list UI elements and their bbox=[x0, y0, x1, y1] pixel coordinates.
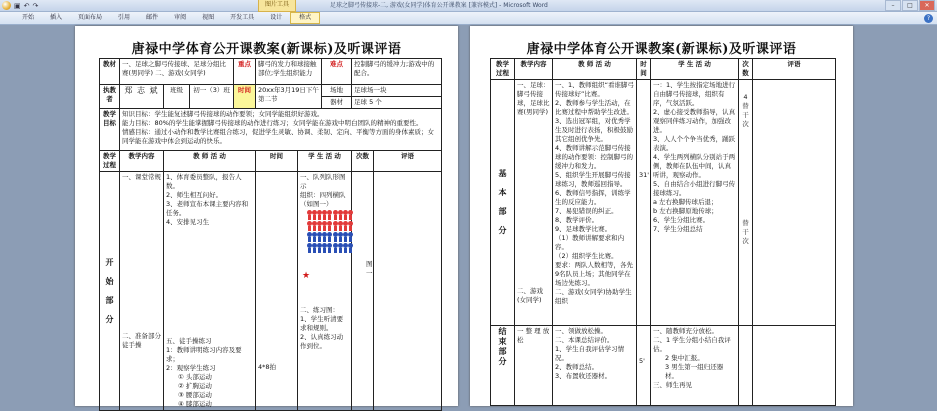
student-activity-cell: 一、队列队形图示 组织：四列横队（如图一） 图一 ★ 二、练习图： 1、学生听清要求和规则。 2、认真练习动作到位。 bbox=[298, 172, 352, 411]
picture-tools-context-tab[interactable]: 图片工具 bbox=[258, 0, 296, 12]
minimize-button[interactable]: – bbox=[885, 0, 901, 11]
window-title: 足球之脚弓传接球-二, 游戏(女同学)体育公开课教案 [兼容模式] - Microsoft Word bbox=[330, 2, 548, 9]
count-basic-cell: 4 替 干 次 替 干 次 bbox=[739, 80, 753, 326]
content-end-cell: 一 整 理 放 松 bbox=[515, 326, 553, 406]
office-button-icon[interactable] bbox=[2, 1, 11, 10]
col-teacher: 教 师 活 动 bbox=[553, 59, 637, 80]
diff-value: 控制脚弓的缓冲力;游戏中的配合。 bbox=[352, 59, 442, 85]
comment-basic-cell[interactable] bbox=[753, 80, 836, 326]
teacher-label: 执教者 bbox=[100, 85, 120, 109]
help-icon[interactable]: ? bbox=[924, 14, 933, 23]
teach-value: 一、足球之脚弓传接球、足球分组比赛(男同学) 二、游戏(女同学) bbox=[120, 59, 234, 85]
content-cell: 一、课堂常规 二、准备部分 徒手操 bbox=[120, 172, 164, 411]
col-count: 次数 bbox=[739, 59, 753, 80]
student-end-cell: 一、随教师充分放松。 二、1 学生分组小结自我评估。 2 集中汇报。 3 男生第一组归还器材。 三、师生再见 bbox=[651, 326, 739, 406]
col-content: 教学内容 bbox=[515, 59, 553, 80]
tab-developer[interactable]: 开发工具 bbox=[230, 14, 255, 21]
formation-row-blue bbox=[306, 243, 349, 253]
col-comment: 评语 bbox=[374, 151, 442, 172]
tab-mailings[interactable]: 邮件 bbox=[146, 14, 159, 21]
undo-button[interactable]: ↶ bbox=[23, 1, 30, 10]
col-teacher: 教 师 活 动 bbox=[164, 151, 256, 172]
time-end-cell: 5' bbox=[637, 326, 651, 406]
teacher-activity-cell: 1、体育委员整队，报告人数。 2、师生相互问好。 3、老师宣布本课主要内容和任务。 4、安排见习生 五、徒手操练习 1：教师讲明练习内容及要求； 2：观察学生练习 ① 头部运动 ② 扩胸运动 ③ 腰部运动 ④ 膝部运动 bbox=[164, 172, 256, 411]
venue-label: 场地 bbox=[322, 85, 352, 97]
document-page-right[interactable] bbox=[470, 26, 853, 406]
teacher-star-icon: ★ bbox=[302, 271, 311, 281]
section-label: 开 始 部 分 bbox=[100, 172, 120, 411]
teacher-end-cell: 一、领做放松操。 二、本课总结评价。 1、学生自我评估学习情况。 2、教师总结。 3、布置收还器材。 bbox=[553, 326, 637, 406]
time-cell: 4*8拍 bbox=[256, 172, 298, 411]
page-title: 唐禄中学体育公开课教案(新课标)及听课评语 bbox=[131, 42, 402, 57]
document-page-left[interactable] bbox=[75, 26, 458, 406]
quick-access-toolbar bbox=[2, 0, 38, 11]
section-end-label: 结 束 部 分 bbox=[491, 326, 515, 406]
close-button[interactable]: ✕ bbox=[919, 0, 935, 11]
class-label: 班级 bbox=[164, 85, 190, 109]
formation-row-blue bbox=[306, 232, 349, 242]
col-time: 时间 bbox=[637, 59, 651, 80]
page-gap bbox=[459, 26, 469, 406]
count-end-cell bbox=[739, 326, 753, 406]
tab-home[interactable]: 开始 bbox=[22, 14, 35, 21]
formation-row-red bbox=[306, 210, 349, 220]
goals-label: 教学目标 bbox=[100, 109, 120, 151]
section-basic-label: 基 本 部 分 bbox=[491, 80, 515, 326]
maximize-button[interactable]: □ bbox=[902, 0, 918, 11]
tab-review[interactable]: 审阅 bbox=[174, 14, 187, 21]
col-process: 教学过程 bbox=[100, 151, 120, 172]
save-icon[interactable]: ▣ bbox=[14, 1, 21, 10]
tab-insert[interactable]: 插入 bbox=[50, 14, 63, 21]
col-count: 次数 bbox=[352, 151, 374, 172]
time-value: 20xx年3月19日下午第二节 bbox=[256, 85, 322, 109]
col-student: 学 生 活 动 bbox=[651, 59, 739, 80]
teach-label: 教材 bbox=[100, 59, 120, 85]
time-basic-cell: 31' bbox=[637, 80, 651, 326]
goal-emotion: 情感目标：通过小动作和教学比赛组合练习，促进学生灵敏、协调、柔韧、定向、平衡等方面的身体素质；女同学能在游戏中体会到运动的快乐。 bbox=[122, 128, 434, 145]
goals-text bbox=[120, 109, 442, 151]
col-process: 教学过程 bbox=[491, 59, 515, 80]
venue-value: 足球场一块 bbox=[352, 85, 442, 97]
figure-label: 图一 bbox=[366, 260, 373, 277]
col-student: 学 生 活 动 bbox=[298, 151, 352, 172]
teacher-name: 郑 志 斌 bbox=[120, 85, 164, 109]
ribbon-tab-bar bbox=[0, 12, 937, 25]
content-basic-cell: 一、足球：脚弓传接球，足球比赛(男同学) 二、游戏(女同学) bbox=[515, 80, 553, 326]
key-label: 重点 bbox=[234, 59, 256, 85]
formation-row-red bbox=[306, 221, 349, 231]
comment-end-cell[interactable] bbox=[753, 326, 836, 406]
col-content: 教学内容 bbox=[120, 151, 164, 172]
tab-view[interactable]: 视图 bbox=[202, 14, 215, 21]
lesson-plan-table-continued bbox=[490, 58, 836, 406]
goal-knowledge: 知识目标：学生能复述脚弓传接球的动作要领；女同学能组织好游戏。 bbox=[122, 110, 324, 118]
goal-ability: 能力目标：80%的学生能掌握脚弓传接球的动作进行练习；女同学能在游戏中明白团队的精神的重要性。 bbox=[122, 119, 423, 127]
comment-cell[interactable] bbox=[374, 172, 442, 411]
redo-button[interactable]: ↷ bbox=[32, 1, 39, 10]
tab-format[interactable]: 格式 bbox=[290, 12, 320, 24]
lesson-plan-table bbox=[99, 58, 442, 411]
diff-label: 难点 bbox=[322, 59, 352, 85]
time-label: 时间 bbox=[234, 85, 256, 109]
tab-references[interactable]: 引用 bbox=[118, 14, 131, 21]
col-time: 时间 bbox=[256, 151, 298, 172]
student-basic-cell: 一：1、学生按指定场地进行自由脚弓传接球，组织有序，气氛活跃。 2、虚心接受教师指导，认真观察同伴练习动作，加强改进。 3、人人个个争当优秀，踊跃表演。 4、学生两列横队分别站于两侧，教师在队伍中间，认真听讲，观察动作。 5、自由结合小组进行脚弓传接球练习。 a 左右换脚传球后退； b 左右换脚原地传球； 6、学生分组比赛。 7、学生分组总结 bbox=[651, 80, 739, 326]
equip-label: 器材 bbox=[322, 97, 352, 109]
count-cell bbox=[352, 172, 374, 411]
col-comment: 评语 bbox=[753, 59, 836, 80]
tab-page-layout[interactable]: 页面布局 bbox=[78, 14, 103, 21]
title-bar bbox=[0, 0, 937, 12]
equip-value: 足球 5 个 bbox=[352, 97, 442, 109]
key-value: 脚弓的发力和球接触部位;学生组织能力 bbox=[256, 59, 322, 85]
class-value: 初一（3）班 bbox=[190, 85, 234, 109]
tab-design[interactable]: 设计 bbox=[270, 14, 283, 21]
page-title: 唐禄中学体育公开课教案(新课标)及听课评语 bbox=[526, 42, 797, 57]
teacher-basic-cell: 一、1、教师组织“看谁脚弓传接球好”比赛。 2、教师参与学生活动，在比赛过程中帮助学生改进。 3、选出冠军组，对优秀学生及时进行表扬，积极鼓励其它组创优争先。 4、教师讲解示范脚弓传接球的动作要领：控制脚弓的缓冲力和发力。 5、组织学生开展脚弓传接球练习，教师巡回指导。 6、教师信号指挥，训练学生的反应能力。 7、易犯错误的纠正。 8、教学评价。 9、足球教学比赛。 （1）教师讲解要求和内容。 （2）组织学生比赛。 要求：两队人数相等，各先9名队员上场；其他同学在场边先练习。 二、游戏(女同学)协助学生组织 bbox=[553, 80, 637, 326]
